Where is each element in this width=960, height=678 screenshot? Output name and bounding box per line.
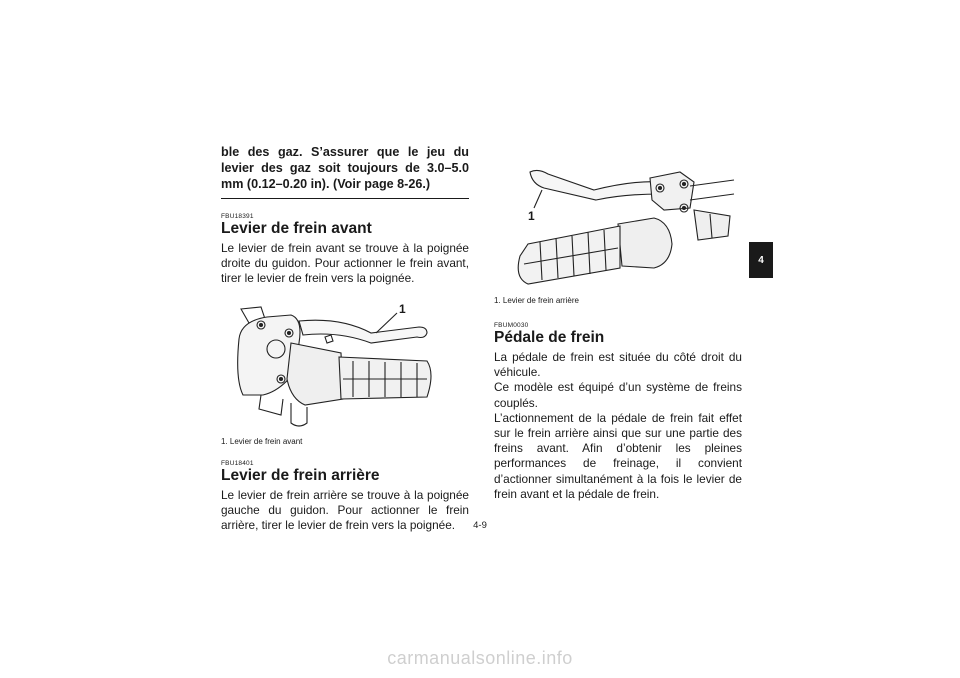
figure-caption-rear-brake: 1. Levier de frein arrière [494, 296, 579, 305]
section-body-front-brake: Le levier de frein avant se trouve à la poignée droite du guidon. Pour actionner le frein avant, tirer le levier de frein vers la poignée. [221, 241, 469, 286]
section-title-rear-brake: Levier de frein arrière [221, 466, 380, 484]
figure-front-brake-lever [221, 299, 469, 431]
brake-pedal-paragraph: La pédale de frein est située du côté droit du véhicule. [494, 350, 742, 380]
right-column [494, 144, 742, 502]
rear-brake-lever-illustration [494, 160, 742, 290]
callout-number: 1 [528, 209, 535, 223]
callout-number: 1 [399, 301, 406, 316]
section-code: FBUM0030 [494, 322, 529, 329]
section-title-brake-pedal: Pédale de frein [494, 329, 605, 346]
left-column [221, 144, 469, 533]
chapter-tab: 4 [749, 242, 773, 278]
brake-pedal-paragraph: L’actionnement de la pédale de frein fait effet sur le frein arrière ainsi que sur une partie des freins avant. Afin d’obtenir les pleines performances de freinage, il convient d’actionner simultanément à la fois le levier de frein avant et la pédale de frein. [494, 410, 742, 501]
figure-caption-front-brake: 1. Levier de frein avant [221, 436, 303, 446]
intro-paragraph: ble des gaz. S’assurer que le jeu du levier des gaz soit toujours de 3.0–5.0 mm (0.12–0.20 in). (Voir page 8-26.) [221, 145, 469, 191]
watermark: carmanualsonline.info [387, 648, 573, 668]
front-brake-lever-illustration [221, 299, 469, 431]
figure-rear-brake-lever [494, 160, 742, 290]
section-divider [221, 198, 469, 199]
section-body-rear-brake: Le levier de frein arrière se trouve à la poignée gauche du guidon. Pour actionner le frein arrière, tirer le levier de frein vers la poignée. [221, 487, 469, 533]
page-number: 4-9 [473, 520, 487, 531]
section-code: FBU18391 [221, 213, 254, 220]
section-title-front-brake: Levier de frein avant [221, 220, 372, 237]
brake-pedal-paragraph: Ce modèle est équipé d’un système de freins couplés. [494, 380, 742, 410]
section-code: FBU18401 [221, 459, 254, 467]
